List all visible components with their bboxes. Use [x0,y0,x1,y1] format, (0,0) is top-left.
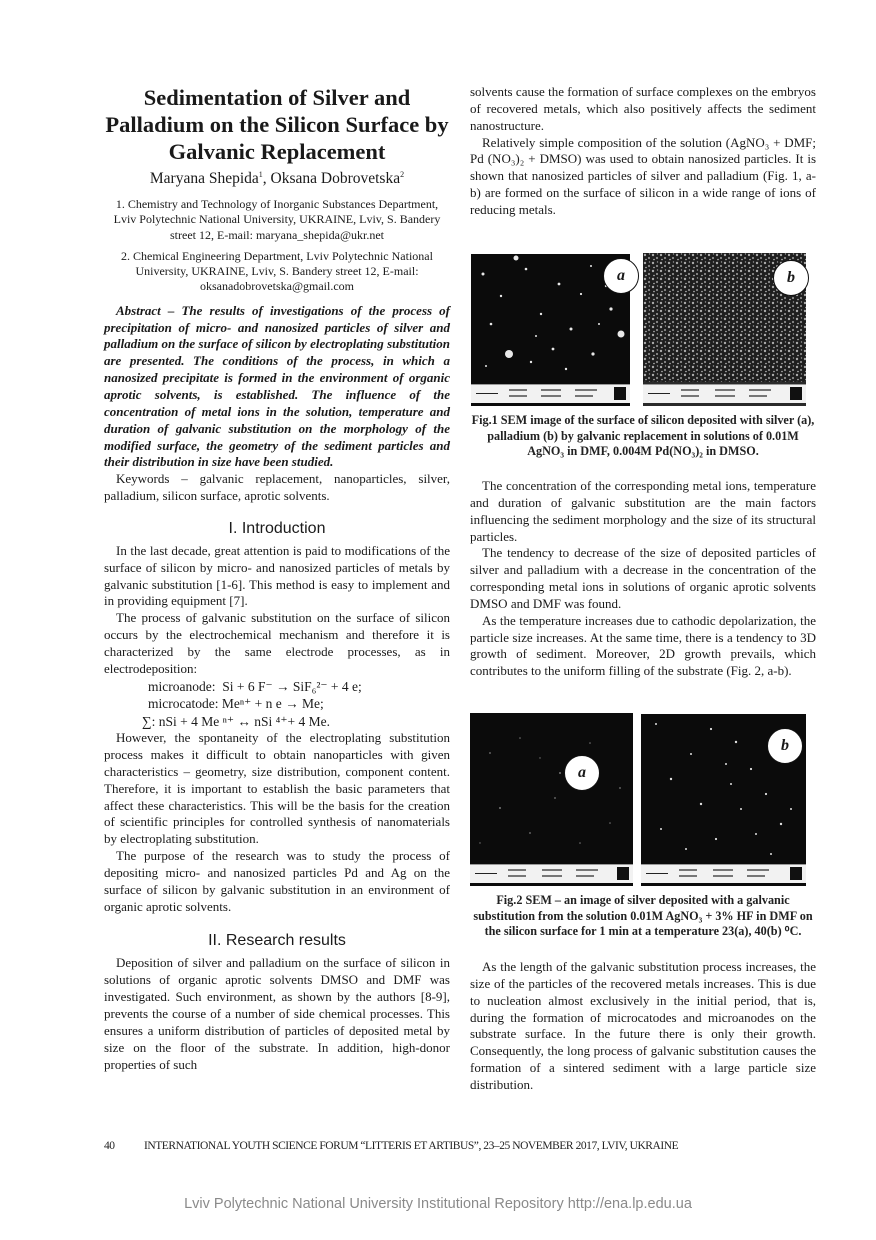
equation-body: Si + 6 F⁻ → SiF₆²⁻ + 4 e; [222,678,362,694]
sem-silver-particles-23c [470,713,633,862]
affiliation-1: 1. Chemistry and Technology of Inorganic Substances Department, Lviv Polytechnic National University, UKRAINE, Lviv, S. Bandery street 12, E-mail: maryana_shepida@ukr.net [113,197,441,242]
page-footer [104,1140,678,1152]
paragraph: Relatively simple composition of the solution (AgNO₃ + DMF; Pd (NO₃)₂ + DMSO) was used to obtain nanosized particles. It is shown that nanosized particles of silver and palladium (Fig. 1, a-b) are formed on the surface of silicon in a wide range of ions of reducing metals. [470,134,816,217]
equation-microcatode [104,695,450,713]
paragraph: The purpose of the research was to study the process of depositing micro- and nanosized particles Pd and Ag on the surface of silicon by galvanic substitution in an environment of organic aprotic solvents. [104,848,450,914]
scale-bar [646,873,668,874]
equation-label: microanode: [148,678,216,694]
equation-microanode [104,678,450,696]
equation-sum: ∑: nSi + 4 Me ⁿ⁺ ↔ nSi ⁴⁺+ 4 Me. [142,713,330,729]
conference-name: INTERNATIONAL YOUTH SCIENCE FORUM “LITTERIS ET ARTIBUS”, 23–25 NOVEMBER 2017, LVIV, UKRAINE [144,1140,679,1152]
paper-title: Sedimentation of Silver and Palladium on the Silicon Surface by Galvanic Replacement [105,85,449,164]
paragraph-continued: solvents cause the formation of surface complexes on the embryos of recovered metals, which also positively affects the sediment nanostructure. [470,84,816,133]
paragraph: The process of galvanic substitution on the surface of silicon occurs by the electrochemical mechanism and therefore it is characterized by the same electrode processes, as in electrodeposition: [104,610,450,676]
author-affiliation-mark: 1 [258,169,263,179]
repository-watermark: Lviv Polytechnic National University Institutional Repository http://ena.lp.edu.ua [184,1196,692,1212]
abstract: Abstract – The results of investigations of the process of precipitation of micro- and nanosized particles of silver and palladium on the surface of silicon by electroplating substitution are presented. The conditions of the process, in which a nanosized precipitate is formed in the environment of organic aprotic solvents, is established. The influence of the concentration of metal ions in the solution, temperature and duration of galvanic substitution on the morphology of the modified surface, the geometry of the sediment particles and their distribution in size have been studied. [104,302,450,470]
scale-bar [476,393,498,394]
figure-2a-sem-image [470,713,633,886]
paragraph: However, the spontaneity of the electroplating substitution process makes it difficult to obtain nanoparticles with given characteristics – geometry, size distribution, component content. Therefore, it is important to establish the basic parameters that affect these characteristics. This will be the basis for the creation of scientific principles for controlled synthesis of nanomaterials by electroplating substitution. [104,730,450,847]
figure-1-caption: Fig.1 SEM image of the surface of silicon deposited with silver (a), palladium (b) by galvanic replacement in solutions of 0.01M AgNO₃ in DMF, 0.004M Pd(NO₃)₂ in DMSO. [471,413,815,458]
paragraph: The tendency to decrease of the size of deposited particles of silver and palladium with a decrease in the concentration of the corresponding metal ions in solutions of organic aprotic solvents DMSO and DMF was found. [470,545,816,611]
panel-label-b: b [773,260,809,296]
affiliation-2: 2. Chemical Engineering Department, Lviv Polytechnic National University, UKRAINE, Lviv, S. Bandery street 12, E-mail: oksanadobrovetska@gmail.com [121,248,433,294]
author-list: Maryana Shepida$^1$, Oksana Dobrovetska$^2$ [149,169,405,187]
zeiss-logo [617,867,629,880]
sem-info-bar [641,864,806,883]
right-column-top [470,84,816,219]
keywords: Keywords – galvanic replacement, nanoparticles, silver, palladium, silicon surface, aprotic solvents. [104,471,450,504]
zeiss-logo [790,867,802,880]
paragraph: In the last decade, great attention is paid to modifications of the surface of silicon by micro- and nanosized particles of metals by galvanic substitution [1-6]. This method is easy to implement and in providing equipment [7]. [104,542,450,609]
equation-body: Meⁿ⁺ + n e → Me; [221,696,324,712]
sem-info-bar [471,384,630,403]
paragraph: As the temperature increases due to cathodic depolarization, the particle size increases. At the same time, there is a tendency to 3D growth of sediment. Moreover, 2D growth prevails, which contributes to the uniform filling of the substrate (Fig. 2, a-b). [470,612,816,679]
panel-label-a: a [603,258,639,294]
section-heading-introduction: I. Introduction [228,519,326,537]
author-affiliation-mark: 2 [400,169,405,179]
right-column-middle [470,478,816,680]
scale-bar [475,873,497,874]
paragraph: The concentration of the corresponding metal ions, temperature and duration of galvanic substitution are the main factors influencing the sediment morphology and the size of its structural particles. [470,478,816,544]
scale-bar [648,393,670,394]
panel-label-b: b [767,728,803,764]
paragraph: Deposition of silver and palladium on the surface of silicon in solutions of organic aprotic solvents DMSO and DMF was investigated. Such environment, as shown by the authors [8-9], prevents the course of a number of side chemical processes. This ensures a uniform distribution of particles of deposited metal by size on the floor of the substrate. In addition, high-donor properties of such [104,955,450,1072]
sem-info-bar [470,864,633,883]
author-name: Oksana Dobrovetska [270,170,401,187]
zeiss-logo [790,387,802,400]
panel-label-a: a [564,755,600,791]
sem-info-bar [643,384,806,403]
section-heading-research-results: II. Research results [208,932,346,950]
zeiss-logo [614,387,626,400]
author-name: Maryana Shepida [149,170,259,187]
equation-label: microcatode: [148,696,219,712]
left-column [104,84,450,1073]
figure-2-caption: Fig.2 SEM – an image of silver deposited with a galvanic substitution from the solution 0.01M AgNO₃ + 3% HF in DMF on the silicon surface for 1 min at a temperature 23(a), 40(b) ⁰C. [473,893,813,938]
right-column-bottom [470,959,816,1094]
paragraph: As the length of the galvanic substitution process increases, the size of the particles of the recovered metals increases. This is due to nucleation almost exclusively in the initial period, that is, during the formation of microcatodes and microanodes on the substrate surface. In the future there is only their growth. Consequently, the long process of galvanic substitution causes the formation of a sintered sediment with a large particle size distribution. [470,959,816,1092]
page-number: 40 [104,1140,115,1152]
